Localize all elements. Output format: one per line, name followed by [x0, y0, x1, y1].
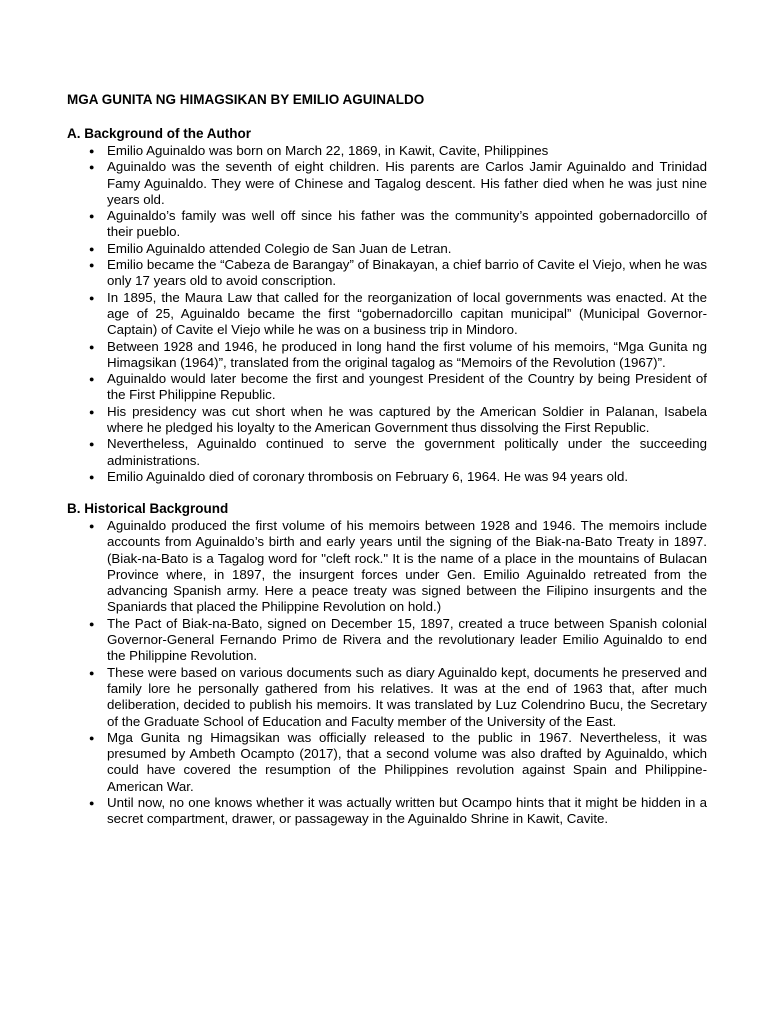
bullet-icon: ●	[89, 618, 95, 629]
list-item-text: The Pact of Biak-na-Bato, signed on December 15, 1897, created a truce between Spanish colonial Governor-General Fernando Primo de Rivera and the revolutionary leader Emilio Aguinaldo to end the Philippine Revolution.	[107, 615, 707, 664]
list-item-text: Mga Gunita ng Himagsikan was officially released to the public in 1967. Nevertheless, it was presumed by Ambeth Ocampto (2017), that a second volume was also drafted by Aguinaldo, which could have covered the resumption of the Philippines revolution against Spain and Philippine-American War.	[107, 729, 707, 794]
list-item-text: Until now, no one knows whether it was actually written but Ocampo hints that it might be hidden in a secret compartment, drawer, or passageway in the Aguinaldo Shrine in Kawit, Cavite.	[107, 795, 707, 827]
bullet-icon: ●	[89, 162, 95, 173]
list-item	[67, 241, 707, 257]
list-item-text: Emilio became the “Cabeza de Barangay” of Binakayan, a chief barrio of Cavite el Viejo, when he was only 17 years old to avoid conscription.	[107, 257, 707, 289]
bullet-icon: ●	[89, 521, 95, 531]
list-item	[67, 143, 707, 159]
list-item	[67, 257, 707, 290]
list-item	[67, 208, 707, 241]
bullet-icon: ●	[89, 260, 95, 271]
list-item	[67, 290, 707, 339]
bullet-icon: ●	[89, 798, 95, 809]
section-historical-background	[67, 500, 707, 828]
section-heading: B. Historical Background	[67, 501, 229, 516]
bullet-icon: ●	[89, 211, 95, 222]
list-item	[67, 518, 707, 616]
list-item	[67, 730, 707, 795]
bullet-icon: ●	[89, 406, 95, 417]
list-item-text: Nevertheless, Aguinaldo continued to serve the government politically under the succeeding administrations.	[107, 436, 707, 468]
list-item-text: Emilio Aguinaldo attended Colegio de San Juan de Letran.	[107, 240, 452, 256]
bullet-icon: ●	[89, 243, 95, 254]
list-item-text: His presidency was cut short when he was captured by the American Soldier in Palanan, Isabela where he pledged his loyalty to the American Government thus dissolving the First Republic.	[107, 403, 707, 436]
list-item	[67, 404, 707, 437]
list-item	[67, 795, 707, 828]
section-background-of-author	[67, 125, 707, 485]
list-item	[67, 159, 707, 208]
list-item-text: Emilio Aguinaldo was born on March 22, 1869, in Kawit, Cavite, Philippines	[107, 143, 549, 158]
list-item	[67, 339, 707, 372]
bullet-icon: ●	[89, 146, 95, 156]
list-item-text: Between 1928 and 1946, he produced in long hand the first volume of his memoirs, “Mga Gunita ng Himagsikan (1964)”, translated from the original tagalog as “Memoirs of the Revolution (1967)”.	[107, 338, 707, 370]
bullet-icon: ●	[89, 341, 95, 352]
bullet-icon: ●	[89, 732, 95, 743]
list-item-text: Aguinaldo was the seventh of eight children. His parents are Carlos Jamir Aguinaldo and Trinidad Famy Aguinaldo. They were of Chinese and Tagalog descent. His father died when he was just nine years old.	[107, 159, 707, 207]
list-item	[67, 616, 707, 665]
bullet-icon: ●	[89, 439, 95, 450]
list-item	[67, 665, 707, 730]
list-item-text: These were based on various documents such as diary Aguinaldo kept, documents he preserved and family lore he personally gathered from his relatives. It was at the end of 1963 that, after much deliberation, decided to publish his memoirs. It was translated by Luz Colendrino Bucu, the Secretary of the Graduate School of Education and Faculty member of the University of the East.	[107, 664, 707, 729]
list-item-text: Aguinaldo produced the first volume of his memoirs between 1928 and 1946. The memoirs include accounts from Aguinaldo’s birth and early years until the signing of the Biak-na-Bato Treaty in 1897. (Biak-na-Bato is a Tagalog word for "cleft rock." It is the name of a place in the mountains of Bulacan Province where, in 1897, the insurgent forces under Gen. Emilio Aguinaldo retreated from the advancing Spanish army. Here a peace treaty was signed between the Filipino insurgents and the Spaniards that placed the Philippine Revolution on hold.)	[107, 518, 707, 615]
list-item-text: Emilio Aguinaldo died of coronary thrombosis on February 6, 1964. He was 94 years old.	[107, 468, 629, 484]
bullet-list	[67, 143, 707, 485]
bullet-icon: ●	[89, 374, 95, 385]
list-item-text: In 1895, the Maura Law that called for the reorganization of local governments was enacted. At the age of 25, Aguinaldo became the first “gobernadorcillo capitan municipal” (Municipal Governor-Captain) of Cavite el Viejo while he was on a business trip in Mindoro.	[107, 289, 707, 338]
list-item	[67, 469, 707, 485]
list-item-text: Aguinaldo would later become the first and youngest President of the Country by being President of the First Philippine Republic.	[107, 371, 707, 403]
list-item	[67, 371, 707, 404]
bullet-icon: ●	[89, 667, 95, 678]
bullet-icon: ●	[89, 292, 95, 303]
document-title: MGA GUNITA NG HIMAGSIKAN BY EMILIO AGUINALDO	[67, 92, 425, 107]
list-item	[67, 436, 707, 469]
bullet-icon: ●	[89, 471, 95, 482]
list-item-text: Aguinaldo’s family was well off since his father was the community’s appointed gobernadorcillo of their pueblo.	[107, 208, 707, 240]
bullet-list	[67, 518, 707, 828]
section-heading: A. Background of the Author	[67, 126, 251, 141]
